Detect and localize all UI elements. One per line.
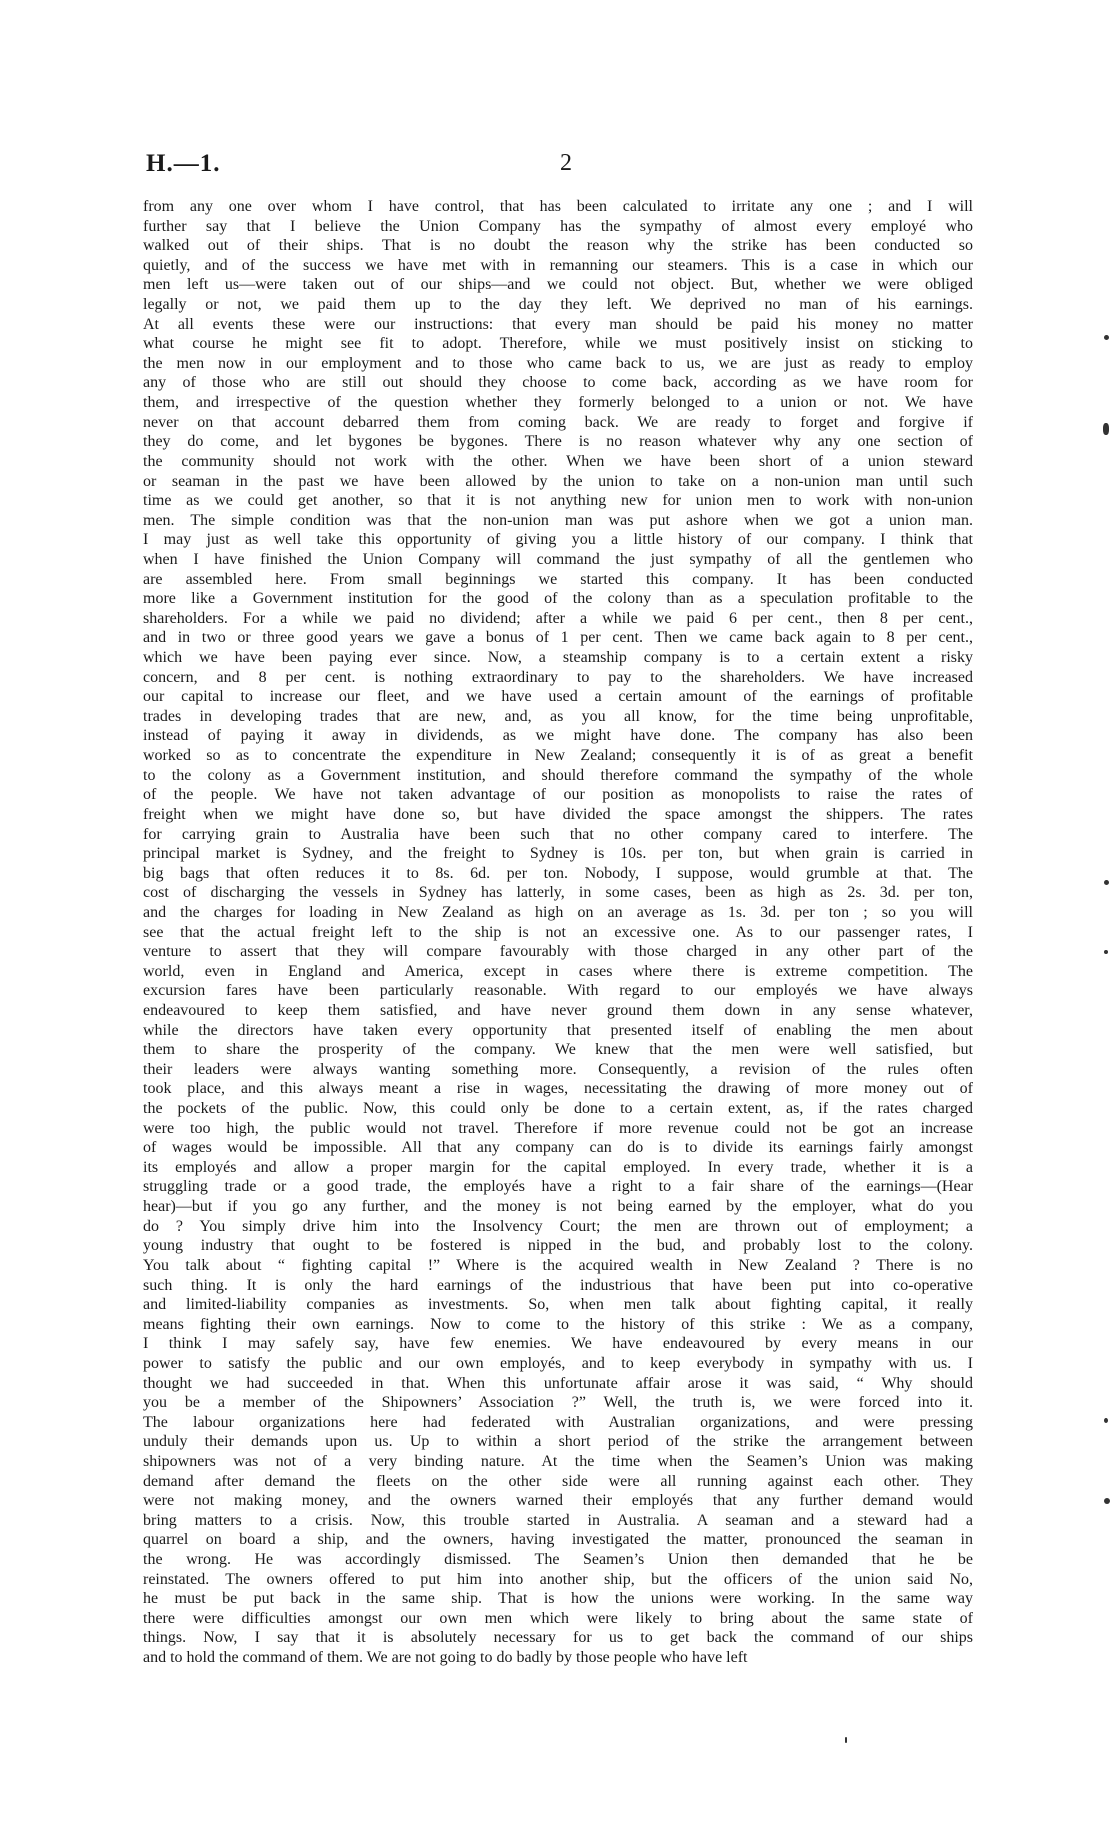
text-line: world, even in England and America, except in cases where there is extreme competition. The xyxy=(143,962,973,980)
text-line: from any one over whom I have control, that has been calculated to irritate any one ; and I will xyxy=(143,198,973,215)
text-line: I may just as well take this opportunity of giving you a little history of our company. I think that xyxy=(143,531,973,549)
scan-speck xyxy=(845,1737,847,1743)
text-line: At all events these were our instructions: that every man should be paid his money no matter xyxy=(143,315,973,333)
text-line: them to share the prosperity of the company. We knew that the men were well satisfied, but xyxy=(143,1041,973,1059)
text-line: cost of discharging the vessels in Sydney has latterly, in some cases, been as high as 2s. 3d. per ton, xyxy=(143,884,973,902)
text-line: any of those who are still out should they choose to come back, according as we have room for xyxy=(143,374,973,392)
text-line: principal market is Sydney, and the freight to Sydney is 10s. per ton, but when grain is carried in xyxy=(143,845,973,863)
scan-speck xyxy=(1104,1418,1108,1423)
text-line: and limited-liability companies as investments. So, when men talk about fighting capital, it really xyxy=(143,1296,973,1314)
text-line: I think I may safely say, have few enemies. We have endeavoured by every means in our xyxy=(143,1335,973,1353)
text-line: struggling trade or a good trade, the employés have a right to a fair share of the earnings—(Hear xyxy=(143,1178,973,1196)
text-line: endeavoured to keep them satisfied, and have never ground them down in any sense whatever, xyxy=(143,1001,973,1019)
text-line: the community should not work with the other. When we have been short of a union steward xyxy=(143,452,973,470)
text-line: men left us—were taken out of our ships—and we could not object. But, whether we were obliged xyxy=(143,276,973,294)
text-line: hear)—but if you go any further, and the money is not being earned by the employer, what do you xyxy=(143,1198,973,1216)
text-line: and to hold the command of them. We are not going to do badly by those people who have left xyxy=(143,1649,748,1667)
text-line: they do come, and let bygones be bygones. There is no reason whatever why any one section of xyxy=(143,433,973,451)
text-line: power to satisfy the public and our own employés, and to keep everybody in sympathy with us. I xyxy=(143,1354,973,1372)
text-line: things. Now, I say that it is absolutely necessary for us to get back the command of our ships xyxy=(143,1629,973,1647)
text-line: the men now in our employment and to those who came back to us, we are just as ready to employ xyxy=(143,354,973,372)
scan-speck xyxy=(1104,1498,1110,1504)
text-line: never on that account debarred them from coming back. We are ready to forget and forgive if xyxy=(143,413,973,431)
text-line: unduly their demands upon us. Up to within a short period of the strike the arrangement between xyxy=(143,1433,973,1451)
text-line: further say that I believe the Union Company has the sympathy of almost every employé who xyxy=(143,217,973,235)
text-line: the pockets of the public. Now, this could only be done to a certain extent, as, if the rates charged xyxy=(143,1100,973,1118)
text-line: such thing. It is only the hard earnings of the industrious that have been put into co-operative xyxy=(143,1276,973,1294)
text-line: The labour organizations here had federated with Australian organizations, and were pressing xyxy=(143,1413,973,1431)
text-line: legally or not, we paid them up to the day they left. We deprived no man of his earnings. xyxy=(143,296,973,314)
text-line: time as we could get another, so that it is not anything new for union men to work with non-union xyxy=(143,492,973,510)
text-line: took place, and this always meant a rise in wages, necessitating the drawing of more money out of xyxy=(143,1080,973,1098)
page-number: 2 xyxy=(560,150,572,176)
text-line: thought we had succeeded in that. When this unfortunate affair arose it was said, “ Why should xyxy=(143,1374,973,1392)
text-line: quietly, and of the success we have met with in remanning our steamers. This is a case in which our xyxy=(143,256,973,274)
text-line: reinstated. The owners offered to put him into another ship, but the officers of the union said No, xyxy=(143,1570,973,1588)
text-line: the wrong. He was accordingly dismissed. The Seamen’s Union then demanded that he be xyxy=(143,1551,973,1569)
text-line: and in two or three good years we gave a bonus of 1 per cent. Then we came back again to 8 per cent., xyxy=(143,629,973,647)
text-line: of wages would be impossible. All that any company can do is to divide its earnings fairly amongst xyxy=(143,1139,973,1157)
text-line: trades in developing trades that are new, and, as you all know, for the time being unprofitable, xyxy=(143,707,973,725)
text-line: were not making money, and the owners warned their employés that any further demand would xyxy=(143,1492,973,1510)
text-line: shareholders. For a while we paid no dividend; after a while we paid 6 per cent., then 8 per cent., xyxy=(143,609,973,627)
text-line: which we have been paying ever since. Now, a steamship company is to a certain extent a risky xyxy=(143,649,973,667)
text-line: our capital to increase our fleet, and we have used a certain amount of the earnings of profitable xyxy=(143,688,973,706)
text-line: demand after demand the fleets on the other side were all running against each other. They xyxy=(143,1472,973,1490)
body-text xyxy=(143,197,973,1668)
text-line: You talk about “ fighting capital !” Where is the acquired wealth in New Zealand ? There is no xyxy=(143,1256,973,1274)
text-line: men. The simple condition was that the non-union man was put ashore when we got a union man. xyxy=(143,511,973,529)
text-line: do ? You simply drive him into the Insolvency Court; the men are thrown out of employment; a xyxy=(143,1217,973,1235)
text-line: bring matters to a crisis. Now, this trouble started in Australia. A seaman and a steward had a xyxy=(143,1511,973,1529)
page-header xyxy=(146,150,976,184)
text-line: while the directors have taken every opportunity that presented itself of enabling the men about xyxy=(143,1021,973,1039)
text-line: more like a Government institution for the good of the colony than as a speculation profitable to the xyxy=(143,590,973,608)
text-line: worked so as to concentrate the expenditure in New Zealand; consequently it is of as great a benefit xyxy=(143,747,973,765)
text-line: are assembled here. From small beginnings we started this company. It has been conducted xyxy=(143,570,973,588)
text-line: there were difficulties amongst our own men which were likely to bring about the same state of xyxy=(143,1609,973,1627)
text-line: young industry that ought to be fostered is nipped in the bud, and probably lost to the colony. xyxy=(143,1237,973,1255)
text-line: freight when we might have done so, but have divided the space amongst the shippers. The rates xyxy=(143,805,973,823)
scan-speck xyxy=(1104,880,1109,885)
text-line: excursion fares have been particularly reasonable. With regard to our employés we have always xyxy=(143,982,973,1000)
scan-speck xyxy=(1104,950,1108,954)
text-line: their leaders were always wanting something more. Consequently, a revision of the rules often xyxy=(143,1060,973,1078)
scan-speck xyxy=(1104,335,1109,340)
text-line: you be a member of the Shipowners’ Association ?” Well, the truth is, we were forced into it. xyxy=(143,1394,973,1412)
text-line: he must be put back in the same ship. That is how the unions were working. In the same way xyxy=(143,1590,973,1608)
text-line: what course he might see fit to adopt. Therefore, while we must positively insist on sticking to xyxy=(143,335,973,353)
text-line: shipowners was not of a very binding nature. At the time when the Seamen’s Union was making xyxy=(143,1453,973,1470)
document-code: H.—1. xyxy=(146,150,221,177)
text-line: or seaman in the past we have been allowed by the union to take on a non-union man until such xyxy=(143,472,973,490)
text-line: see that the actual freight left to the ship is not an excessive one. As to our passenger rates, I xyxy=(143,923,973,941)
scan-speck xyxy=(1103,423,1109,435)
text-line: instead of paying it away in dividends, as we might have done. The company has also been xyxy=(143,727,973,745)
text-line: quarrel on board a ship, and the owners, having investigated the matter, pronounced the seaman in xyxy=(143,1531,973,1549)
text-line: big bags that often reduces it to 8s. 6d. per ton. Nobody, I suppose, would grumble at that. The xyxy=(143,864,973,882)
text-line: its employés and allow a proper margin for the capital employed. In every trade, whether it is a xyxy=(143,1158,973,1176)
text-line: and the charges for loading in New Zealand as high on an average as 1s. 3d. per ton ; so you will xyxy=(143,903,973,921)
text-line: them, and irrespective of the question whether they formerly belonged to a union or not. We have xyxy=(143,394,973,412)
text-line: were too high, the public would not travel. Therefore if more revenue could not be got an increase xyxy=(143,1119,973,1137)
text-line: when I have finished the Union Company will command the just sympathy of all the gentlemen who xyxy=(143,550,973,568)
text-line: means fighting their own earnings. Now to come to the history of this strike : We as a company, xyxy=(143,1315,973,1333)
text-line: for carrying grain to Australia have been such that no other company cared to interfere. The xyxy=(143,825,973,843)
text-line: concern, and 8 per cent. is nothing extraordinary to pay to the shareholders. We have increased xyxy=(143,668,973,686)
text-line: of the people. We have not taken advantage of our position as monopolists to raise the rates of xyxy=(143,786,973,804)
text-line: walked out of their ships. That is no doubt the reason why the strike has been conducted so xyxy=(143,237,973,255)
text-line: venture to assert that they will compare favourably with those charged in any other part of the xyxy=(143,943,973,961)
text-line: to the colony as a Government institution, and should therefore command the sympathy of the whole xyxy=(143,766,973,784)
